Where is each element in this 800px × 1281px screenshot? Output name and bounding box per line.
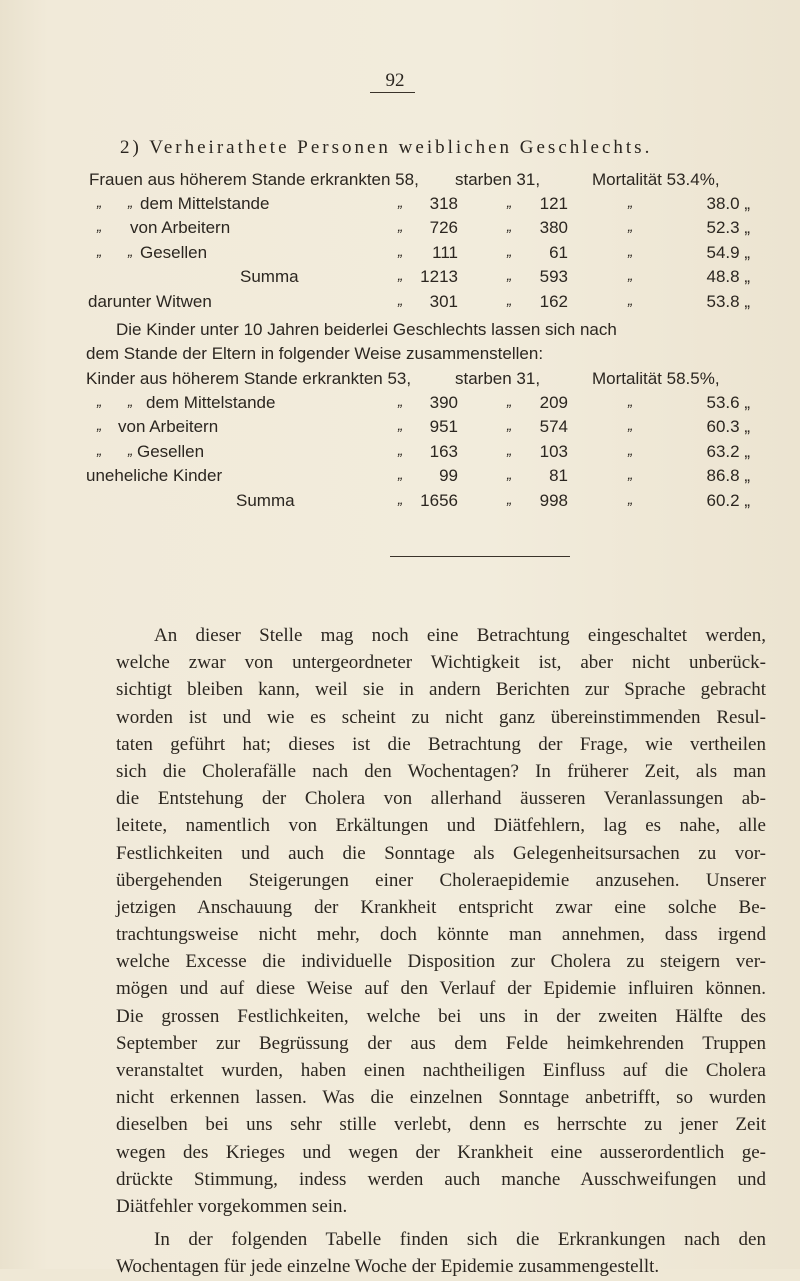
ditto-mark: „	[128, 441, 133, 459]
text-line: Die grossen Festlichkeiten, welche bei uns in der zweiten Hälfte des	[116, 1005, 766, 1027]
ditto-mark: „	[97, 218, 102, 236]
ditto-mark: „	[507, 417, 512, 435]
ditto-mark: „	[507, 441, 512, 459]
mortality-rate: 86.8 „	[706, 466, 750, 486]
text-line: trachtungsweise nicht mehr, doch könnte man annehmen, dass irgend	[116, 924, 766, 946]
ditto-mark: „	[398, 218, 403, 236]
text-line: Diätfehler vorgekommen sein.	[116, 1195, 348, 1217]
ditto-mark: „	[128, 194, 133, 211]
died-count: 162	[539, 291, 568, 311]
children-intro-line-2: dem Stande der Eltern in folgender Weise zusammenstellen:	[86, 344, 544, 363]
table-row	[0, 218, 800, 242]
ditto-mark: „	[128, 242, 133, 260]
row-label: Summa	[240, 267, 299, 287]
sick-count: 1656	[420, 490, 458, 510]
table-intro-mortality: Mortalität 58.5%,	[592, 369, 720, 388]
mortality-rate: 54.9 „	[706, 242, 750, 262]
ditto-mark: „	[398, 490, 403, 508]
sick-count: 301	[429, 291, 458, 311]
row-label: darunter Witwen	[88, 291, 212, 311]
sick-count: 318	[429, 194, 458, 213]
ditto-mark: „	[97, 441, 102, 459]
page-number-rule	[370, 92, 415, 93]
mortality-rate: 53.8 „	[706, 291, 750, 311]
body-text	[116, 622, 766, 1281]
text-line: sich die Cholerafälle nach den Wochentagen? In früherer Zeit, als man	[116, 760, 766, 782]
text-line: drückte Stimmung, indess werden auch manche Ausschweifungen und	[116, 1168, 766, 1190]
row-label: uneheliche Kinder	[86, 466, 223, 486]
ditto-mark: „	[628, 441, 633, 459]
section-divider	[390, 556, 570, 557]
row-label: von Arbeitern	[118, 417, 219, 437]
text-line: In der folgenden Tabelle finden sich die Erkrankungen nach den	[154, 1229, 766, 1251]
died-count: 81	[549, 466, 568, 486]
mortality-rate: 60.2 „	[706, 490, 750, 510]
ditto-mark: „	[628, 267, 633, 285]
text-line: Wochentagen für jede einzelne Woche der Epidemie zusammengestellt.	[116, 1256, 660, 1278]
died-count: 61	[549, 242, 568, 262]
text-line: veranstaltet wurden, haben einen nachtheiligen Einfluss auf die Cholera	[116, 1060, 766, 1081]
mortality-rate: 48.8 „	[706, 267, 750, 287]
mortality-rate: 63.2 „	[706, 441, 750, 461]
ditto-mark: „	[97, 393, 102, 410]
died-count: 574	[539, 417, 568, 437]
text-line: An dieser Stelle mag noch eine Betrachtung eingeschaltet werden,	[154, 625, 766, 646]
text-line: mögen und auf diese Weise auf den Verlauf der Epidemie influiren können.	[116, 978, 766, 1000]
page-number: 92	[385, 70, 405, 91]
table-row	[0, 243, 800, 267]
mortality-rate: 52.3 „	[706, 218, 750, 238]
table-row	[0, 267, 800, 291]
ditto-mark: „	[507, 218, 512, 236]
died-count: 593	[539, 267, 568, 287]
table-row	[0, 393, 800, 417]
table-intro-mortality: Mortalität 53.4%,	[592, 170, 720, 189]
sick-count: 390	[429, 393, 458, 412]
ditto-mark: „	[507, 466, 512, 484]
ditto-mark: „	[628, 194, 633, 211]
ditto-mark: „	[398, 291, 403, 309]
sick-count: 111	[432, 242, 458, 262]
table-row	[0, 442, 800, 466]
ditto-mark: „	[507, 291, 512, 309]
text-line: sichtigt bleiben kann, weil sie in andern Berichten zur Sprache gebracht	[116, 679, 766, 701]
text-line: übergehenden Steigerungen einer Choleraepidemie anzusehen. Unserer	[116, 869, 766, 891]
text-line: die Entstehung der Cholera von allerhand äusseren Veranlassungen ab-	[116, 788, 766, 810]
table-intro-row	[0, 170, 800, 194]
ditto-mark: „	[398, 267, 403, 285]
ditto-mark: „	[97, 417, 102, 435]
row-label: Summa	[236, 490, 295, 510]
row-label: dem Mittelstande	[146, 393, 276, 412]
row-label: Gesellen	[140, 242, 208, 262]
ditto-mark: „	[97, 194, 102, 211]
ditto-mark: „	[398, 242, 403, 260]
ditto-mark: „	[398, 417, 403, 435]
ditto-mark: „	[628, 291, 633, 309]
text-line: nicht erkennen lassen. Was die einzelnen Sonntage anbetrifft, so wurden	[116, 1087, 766, 1109]
table-intro-label: Frauen aus höherem Stande erkrankten 58,	[89, 170, 419, 189]
died-count: 380	[539, 218, 568, 238]
ditto-mark: „	[628, 218, 633, 236]
text-line: September zur Begrüssung der aus dem Felde heimkehrenden Truppen	[116, 1032, 766, 1054]
ditto-mark: „	[398, 393, 403, 410]
text-line: Festlichkeiten und auch die Sonntage als Gelegenheitsursachen zu vor-	[116, 842, 766, 864]
text-line: leitete, namentlich von Erkältungen und Diätfehlern, lag es nahe, alle	[116, 815, 766, 837]
text-line: welche Excesse die individuelle Disposition zur Cholera zu steigern ver-	[116, 951, 766, 973]
ditto-mark: „	[398, 466, 403, 484]
ditto-mark: „	[507, 242, 512, 260]
ditto-mark: „	[507, 194, 512, 211]
children-intro-line-1: Die Kinder unter 10 Jahren beiderlei Geschlechts lassen sich nach	[116, 320, 617, 339]
text-line: taten geführt hat; dieses ist die Betrachtung der Frage, wie vertheilen	[116, 733, 766, 755]
sick-count: 1213	[420, 267, 458, 287]
table-intro-label: Kinder aus höherem Stande erkrankten 53,	[86, 369, 412, 388]
sick-count: 726	[429, 218, 458, 238]
text-line: dieselben bei uns sehr stille verlebt, denn es herrschte zu jener Zeit	[116, 1114, 766, 1136]
ditto-mark: „	[628, 490, 633, 508]
mortality-rate: 53.6 „	[706, 393, 750, 412]
ditto-mark: „	[398, 194, 403, 211]
row-label: dem Mittelstande	[140, 194, 270, 213]
ditto-mark: „	[507, 267, 512, 285]
died-count: 121	[539, 194, 568, 213]
text-line: jetzigen Anschauung der Krankheit entspricht zwar eine solche Be-	[116, 896, 766, 918]
mortality-rate: 60.3 „	[706, 417, 750, 437]
died-count: 103	[539, 441, 568, 461]
table-intro-died: starben 31,	[455, 170, 541, 189]
table-row	[0, 194, 800, 218]
table-row	[0, 491, 800, 515]
sick-count: 951	[429, 417, 458, 437]
ditto-mark: „	[628, 417, 633, 435]
ditto-mark: „	[507, 393, 512, 410]
row-label: von Arbeitern	[130, 218, 231, 238]
table-row	[0, 292, 800, 316]
died-count: 209	[539, 393, 568, 412]
table-row	[0, 466, 800, 490]
ditto-mark: „	[97, 242, 102, 260]
section-heading: 2) Verheirathete Personen weiblichen Geschlechts.	[120, 137, 653, 158]
ditto-mark: „	[507, 490, 512, 508]
ditto-mark: „	[628, 466, 633, 484]
table-row	[0, 417, 800, 441]
text-line: wegen des Krieges und wegen der Krankheit eine ausserordentlich ge-	[116, 1141, 766, 1163]
text-line: welche zwar von untergeordneter Wichtigkeit ist, aber nicht unberück-	[116, 652, 766, 674]
table-intro-row	[0, 369, 800, 393]
mortality-rate: 38.0 „	[706, 194, 750, 213]
ditto-mark: „	[628, 393, 633, 410]
ditto-mark: „	[398, 441, 403, 459]
row-label: Gesellen	[137, 441, 205, 461]
ditto-mark: „	[128, 393, 133, 410]
sick-count: 99	[439, 466, 458, 486]
table-intro-died: starben 31,	[455, 369, 541, 388]
died-count: 998	[539, 490, 568, 510]
ditto-mark: „	[628, 242, 633, 260]
text-line: worden ist und wie es scheint zu nicht ganz übereinstimmenden Resul-	[116, 706, 766, 728]
sick-count: 163	[429, 441, 458, 461]
